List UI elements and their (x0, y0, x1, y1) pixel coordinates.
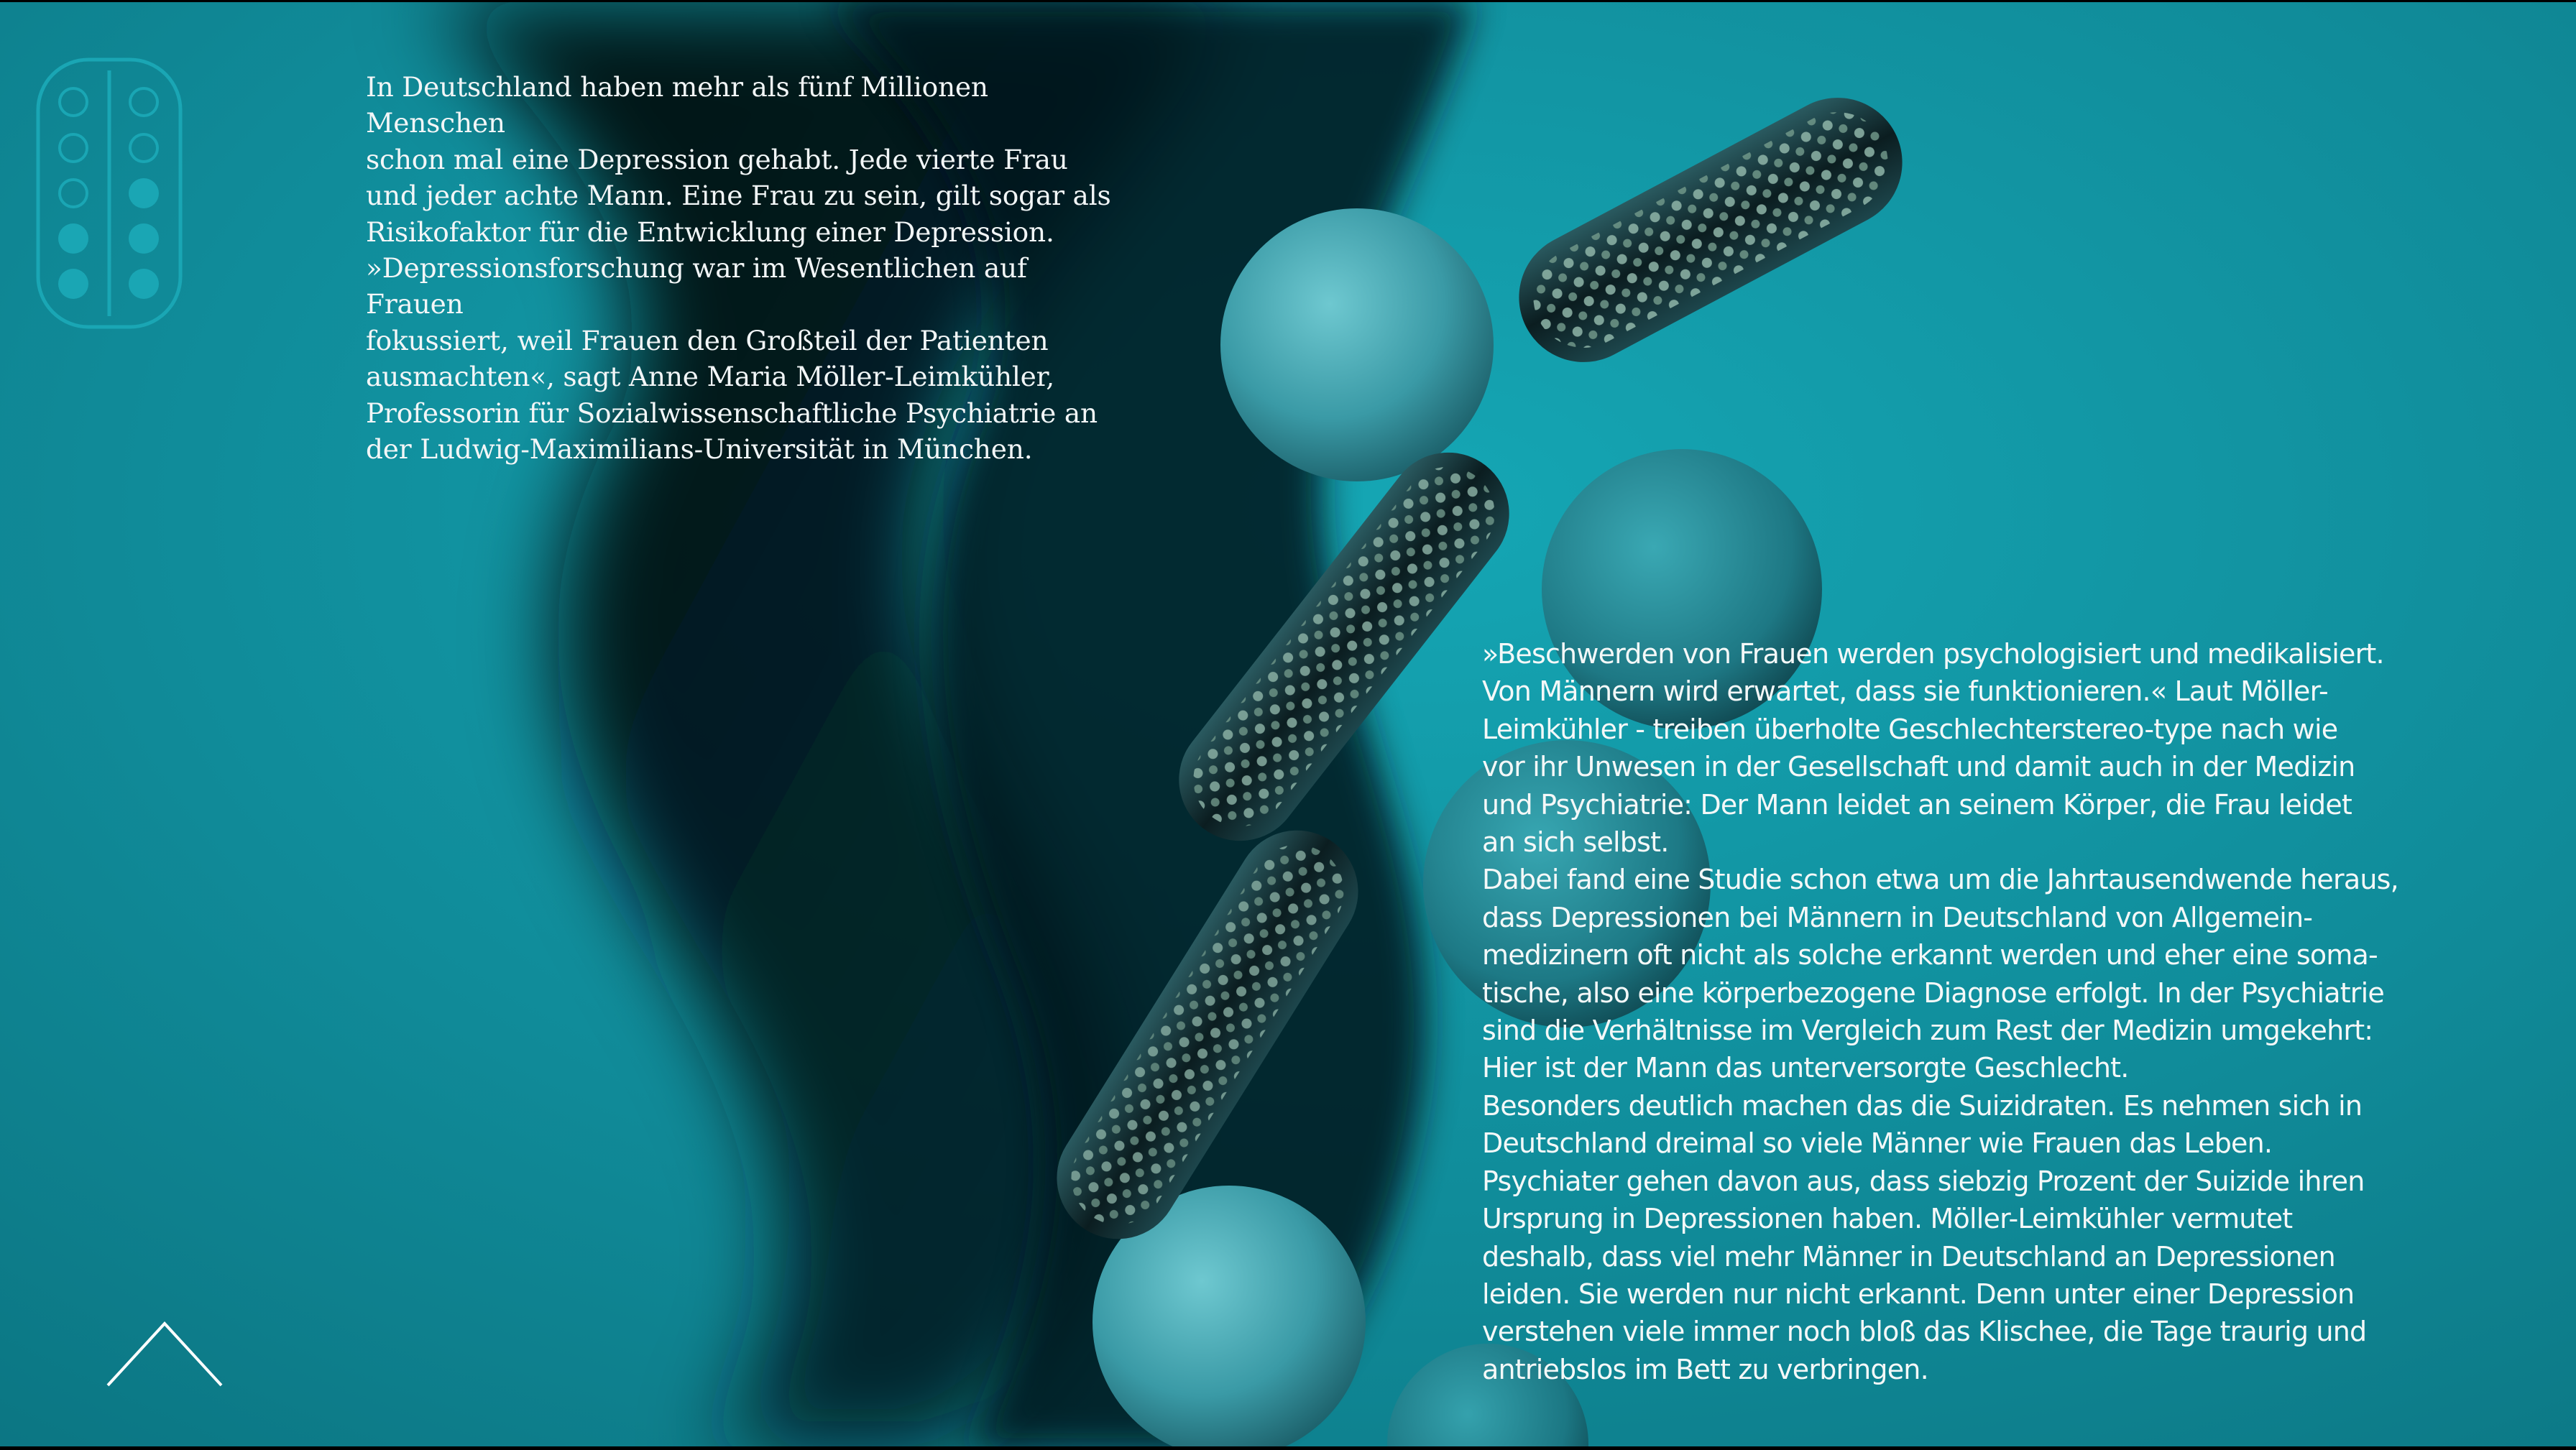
article-text-block (1482, 635, 2402, 1388)
bottom-border (0, 1446, 2576, 1450)
top-border (0, 0, 2576, 2)
intro-paragraph: In Deutschland haben mehr als fünf Millionen Menschen schon mal eine Depression gehabt. Jede vierte Frau und jeder achte Mann. Eine Frau zu sein, gilt sogar als Risikofaktor für die Entwicklung einer Depression. »Depressionsforschung war im Wesentlichen auf Frauen fokussiert, weil Frauen den Großteil der Patienten ausmachten«, sagt Anne Maria Möller-Leimkühler, Professorin für Sozialwissenschaftliche Psychiatrie an der Ludwig-Maximilians-Universität in München. (366, 71, 1111, 466)
intro-text-block (366, 69, 1113, 467)
article-paragraph-3: Besonders deutlich machen das die Suizidraten. Es nehmen sich in Deutschland dreimal so viele Männer wie Frauen das Leben. Psychiater gehen davon aus, dass siebzig Prozent der Suizide ihren Ursprung in Depressionen haben. Möller-Leimkühler vermutet deshalb, dass viel mehr Männer in Deutschland an Depressionen leiden. Sie werden nur nicht erkannt. Denn unter einer Depression verstehen viele immer noch bloß das Klischee, die Tage traurig und antriebslos im Bett zu verbringen. (1482, 1089, 2367, 1385)
chevron-up-icon[interactable] (105, 1319, 224, 1388)
article-paragraph-1: »Beschwerden von Frauen werden psychologisiert und medikalisiert. Von Männern wird erwartet, dass sie funktionieren.« Laut Möller- Leimkühler - treiben überholte Geschlechterstereo-type nach wie vor ihr Unwesen in der Gesellschaft und damit auch in der Medizin und Psychiatrie: Der Mann leidet an seinem Körper, die Frau leidet an sich selbst. (1482, 638, 2384, 859)
pill-blister-icon[interactable] (36, 57, 183, 329)
article-paragraph-2: Dabei fand eine Studie schon etwa um die Jahrtausendwende heraus, dass Depressionen bei Männern in Deutschland von Allgemein- medizinern oft nicht als solche erkannt werden und eher eine soma- tische, also eine körperbezogene Diagnose erfolgt. In der Psychiatrie sind die Verhältnisse im Vergleich zum Rest der Medizin umgekehrt: Hier ist der Mann das unterversorgte Geschlecht. (1482, 864, 2398, 1084)
